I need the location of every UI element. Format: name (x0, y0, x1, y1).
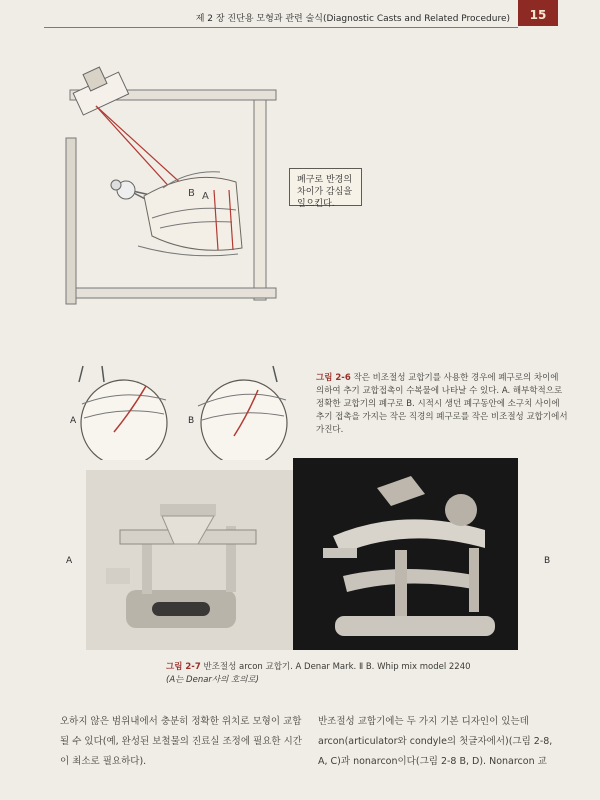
figure-2-6-diagram (48, 40, 318, 460)
running-header: 제 2 장 진단용 모형과 관련 술식(Diagnostic Casts and Related Procedure) (44, 10, 518, 28)
figure-label-a: A (202, 191, 209, 202)
figure-caption-2-7-text: 반조절성 arcon 교합기. A Denar Mark. Ⅱ B. Whip mix model 2240 (203, 662, 471, 672)
figure-caption-2-7 (166, 661, 516, 687)
figure-caption-2-7-title: 그림 2-7 (166, 662, 201, 672)
figure-caption-2-6-text: 작은 비조절성 교합기를 사용한 경우에 폐구로의 차이에 의하여 추기 교합접촉이 수복물에 나타날 수 있다. A. 해부학적으로 정확한 교합기의 폐구로 B. 시적시 생던 폐구동안에 소구치 사이에 추기 접촉을 가지는 작은 직경의 폐구로를 작은 비조절성 교합기에서 가진다. (316, 373, 568, 435)
photo-articulator-a (86, 470, 298, 650)
subfigure-label-b: B (188, 416, 195, 426)
figure-caption-2-7-subtext: (A는 Denar사의 호의로) (166, 675, 259, 685)
photo-label-b: B (544, 556, 551, 566)
body-text-right: 반조절성 교합기에는 두 가지 기본 디자인이 있는데 arcon(articulator와 condyle의 첫글자에서)(그림 2-8, A, C)과 nonarcon이다(그림 2-8 B, D). Nonarcon 교 (318, 716, 553, 767)
subfigure-label-a: A (70, 416, 77, 426)
figure-caption-2-6-title: 그림 2-6 (316, 373, 351, 383)
body-text-left: 오하지 않은 범위내에서 충분히 정확한 위치로 모형이 교합될 수 있다(예, 완성된 보철물의 진료실 조정에 필요한 시간이 최소로 필요하다). (60, 716, 302, 767)
page-number: 15 (518, 0, 558, 26)
annotation-box: 폐구로 반경의 차이가 감심을 일으킨다. (289, 168, 362, 206)
figure-label-b: B (188, 188, 195, 199)
photo-label-a: A (66, 556, 73, 566)
figure-caption-2-6 (316, 372, 568, 437)
photo-articulator-b (293, 458, 518, 650)
